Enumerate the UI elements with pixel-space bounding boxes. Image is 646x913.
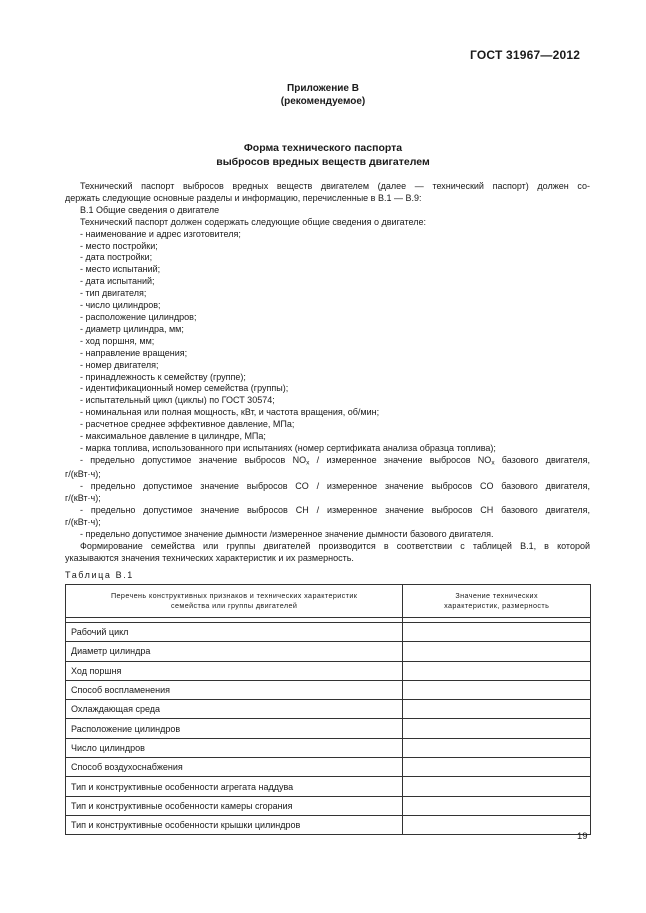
header-col2-line1: Значение технических xyxy=(455,591,538,600)
table-cell-value xyxy=(403,815,591,834)
table-row xyxy=(66,758,591,777)
table-cell-feature: Способ воздухоснабжения xyxy=(66,758,403,777)
list-item: - номинальная или полная мощность, кВт, и частота вращения, об/мин; xyxy=(80,407,380,418)
intro-line1: Технический паспорт выбросов вредных веществ двигателем (далее — технический паспорт) должен со- xyxy=(80,181,590,191)
section-b1-lead: Технический паспорт должен содержать следующие общие сведения о двигателе: xyxy=(80,216,426,227)
table-cell-feature: Ход поршня xyxy=(66,661,403,680)
co-unit: г/(кВт·ч); xyxy=(65,493,101,504)
page-number: 19 xyxy=(577,831,588,842)
table-row xyxy=(66,623,591,642)
table-cell-feature: Число цилиндров xyxy=(66,738,403,757)
form-title-line1: Форма технического паспорта xyxy=(243,142,403,154)
table-cell-value xyxy=(403,758,591,777)
table-row xyxy=(66,796,591,815)
document-body xyxy=(65,181,590,565)
list-item: - расположение цилиндров; xyxy=(80,311,197,322)
list-item: - число цилиндров; xyxy=(80,300,161,311)
list-item: - идентификационный номер семейства (группы); xyxy=(80,383,289,394)
header-col1-line2: семейства или группы двигателей xyxy=(170,601,298,610)
intro-line2: держать следующие основные разделы и информацию, перечисленные в В.1 — В.9: xyxy=(65,192,422,203)
table-row xyxy=(66,642,591,661)
table-cell-value xyxy=(403,738,591,757)
list-item: - дата испытаний; xyxy=(80,276,155,287)
table-row xyxy=(66,700,591,719)
annex-subtitle: (рекомендуемое) xyxy=(280,96,366,107)
list-item: - ход поршня, мм; xyxy=(80,335,155,346)
section-b1-heading: В.1 Общие сведения о двигателе xyxy=(80,204,220,215)
table-cell-value xyxy=(403,623,591,642)
header-col2-line2: характеристик, размерность xyxy=(444,601,550,610)
nox-text-b: / измеренное значение выбросов NO xyxy=(309,454,492,465)
list-item: - место постройки; xyxy=(80,240,158,251)
table-cell-feature: Тип и конструктивные особенности камеры сгорания xyxy=(66,796,403,815)
table-row xyxy=(66,719,591,738)
table-row xyxy=(66,661,591,680)
header-col1-line1: Перечень конструктивных признаков и технических характеристик xyxy=(110,591,358,600)
ch-unit: г/(кВт·ч); xyxy=(65,516,101,527)
list-item: - направление вращения; xyxy=(80,347,188,358)
form-title-line2: выбросов вредных веществ двигателем xyxy=(216,156,430,168)
table-cell-feature: Тип и конструктивные особенности крышки цилиндров xyxy=(66,815,403,834)
list-item: - номер двигателя; xyxy=(80,359,159,370)
table-cell-value xyxy=(403,777,591,796)
table-cell-feature: Диаметр цилиндра xyxy=(66,642,403,661)
table-caption: Таблица В.1 xyxy=(65,570,134,580)
spec-table xyxy=(65,584,591,835)
table-header-col1 xyxy=(66,585,403,618)
nox-subscript: x xyxy=(306,459,310,467)
table-cell-feature: Рабочий цикл xyxy=(66,623,403,642)
list-item: - наименование и адрес изготовителя; xyxy=(80,228,241,239)
list-item: - принадлежность к семейству (группе); xyxy=(80,371,246,382)
nox-limit-line xyxy=(65,455,590,469)
table-row xyxy=(66,738,591,757)
table-row xyxy=(66,777,591,796)
table-row xyxy=(66,815,591,834)
nox-text-a: - предельно допустимое значение выбросов NO xyxy=(80,454,307,465)
table-cell-value xyxy=(403,796,591,815)
table-row xyxy=(66,680,591,699)
list-item: - диаметр цилиндра, мм; xyxy=(80,323,184,334)
list-item: - дата постройки; xyxy=(80,252,153,263)
formation-line1: Формирование семейства или группы двигателей производится в соответствии с таблицей В.1, в которой xyxy=(80,540,590,551)
list-item: - расчетное среднее эффективное давление, МПа; xyxy=(80,419,295,430)
form-title xyxy=(0,141,646,169)
table-header-col2 xyxy=(403,585,591,618)
formation-line2: указываются значения технических характеристик и их размерность. xyxy=(65,552,354,563)
smoke-limit-line: - предельно допустимое значение дымности /измеренное значение дымности базового двигателя. xyxy=(80,528,494,539)
table-cell-feature: Способ воспламенения xyxy=(66,680,403,699)
table-cell-value xyxy=(403,719,591,738)
nox-subscript: x xyxy=(491,459,495,467)
annex-heading xyxy=(0,82,646,108)
nox-unit: г/(кВт·ч); xyxy=(65,469,101,480)
table-header-row xyxy=(66,585,591,618)
annex-title: Приложение В xyxy=(287,83,359,94)
table-cell-feature: Тип и конструктивные особенности агрегата наддува xyxy=(66,777,403,796)
nox-text-c: базового двигателя, xyxy=(494,454,591,465)
table-cell-value xyxy=(403,700,591,719)
co-limit-line: - предельно допустимое значение выбросов CO / измеренное значение выбросов CO базового двигателя, xyxy=(80,481,590,492)
ch-limit-line: - предельно допустимое значение выбросов CH / измеренное значение выбросов CH базового двигателя, xyxy=(80,504,590,515)
document-code: ГОСТ 31967—2012 xyxy=(470,48,581,62)
table-cell-value xyxy=(403,661,591,680)
table-cell-feature: Расположение цилиндров xyxy=(66,719,403,738)
list-item: - место испытаний; xyxy=(80,264,161,275)
list-item: - марка топлива, использованного при испытаниях (номер сертификата анализа образца топлива); xyxy=(80,442,496,453)
table-cell-feature: Охлаждающая среда xyxy=(66,700,403,719)
list-item: - тип двигателя; xyxy=(80,288,147,299)
list-item: - испытательный цикл (циклы) по ГОСТ 30574; xyxy=(80,395,275,406)
table-cell-value xyxy=(403,642,591,661)
list-item: - максимальное давление в цилиндре, МПа; xyxy=(80,431,266,442)
table-cell-value xyxy=(403,680,591,699)
